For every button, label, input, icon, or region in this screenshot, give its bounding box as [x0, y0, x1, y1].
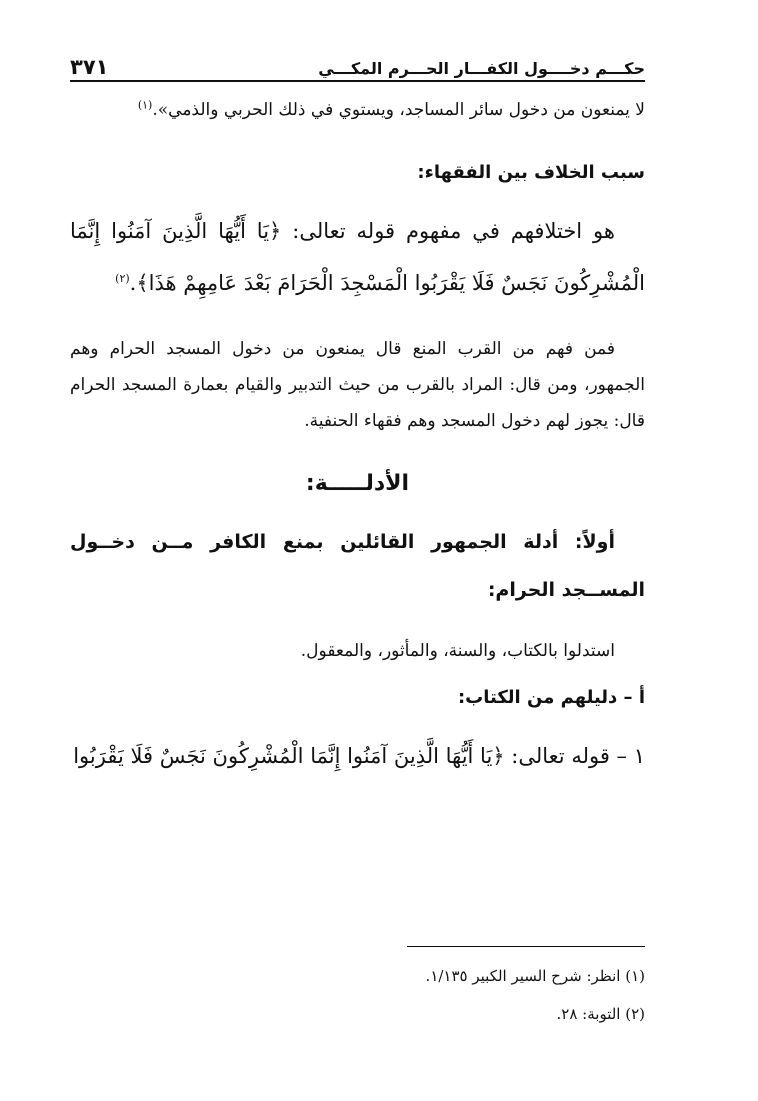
footnote-ref-2: (٢): [115, 272, 130, 285]
running-title: حكـــم دخــــول الكفـــار الحـــرم المكـــي: [318, 59, 645, 78]
item-1-prefix: ١ – قوله تعالى:: [511, 744, 645, 768]
footnote-1: (١) انظر: شرح السير الكبير ١/١٣٥.: [425, 967, 645, 985]
reason-intro: هو اختلافهم في مفهوم قوله تعالى:: [292, 219, 615, 243]
evidence-sources-line: استدلوا بالكتاب، والسنة، والمأثور، والمعقول.: [300, 641, 615, 661]
document-page: [70, 44, 645, 1064]
page-number: ٣٧١: [70, 55, 109, 79]
list-item-1: [70, 730, 645, 782]
explanation-paragraph: فمن فهم من القرب المنع قال يمنعون من دخول المسجد الحرام وهم الجمهور، ومن قال: المراد بالقرب من حيث التدبير والقيام بعمارة المسجد الحرام قال: يجوز لهم دخول المسجد وهم فقهاء الحنفية.: [70, 339, 645, 431]
heading-evidence-from-book: أ – دليلهم من الكتاب:: [457, 687, 645, 708]
heading-reason-for-disagreement: سبب الخلاف بين الفقهاء:: [417, 162, 645, 183]
heading-evidence: الأدلـــــة:: [305, 471, 410, 496]
quran-verse-1: ﴿يَا أَيُّهَا الَّذِينَ آمَنُوا إِنَّمَا الْمُشْرِكُونَ نَجَسٌ فَلَا يَقْرَبُوا الْمَسْجِدَ الْحَرَامَ بَعْدَ عَامِهِمْ هَذَا﴾.: [70, 219, 645, 295]
heading-first-evidence: أولاً: أدلة الجمهور القائلين بمنع الكافر مــن دخــول المســجد الحرام:: [70, 531, 645, 601]
footnote-2: (٢) التوبة: ٢٨.: [556, 1005, 645, 1023]
quran-verse-2: ﴿يَا أَيُّهَا الَّذِينَ آمَنُوا إِنَّمَا الْمُشْرِكُونَ نَجَسٌ فَلَا يَقْرَبُوا: [73, 744, 505, 768]
reason-paragraph: [70, 205, 645, 309]
opening-line: [70, 92, 645, 128]
footnotes: [70, 946, 645, 1033]
running-header: [70, 44, 645, 82]
footnote-divider: [407, 946, 645, 947]
opening-line-text: لا يمنعون من دخول سائر المساجد، ويستوي في ذلك الحربي والذمي».: [152, 100, 645, 120]
footnote-ref-1: (١): [137, 98, 153, 112]
